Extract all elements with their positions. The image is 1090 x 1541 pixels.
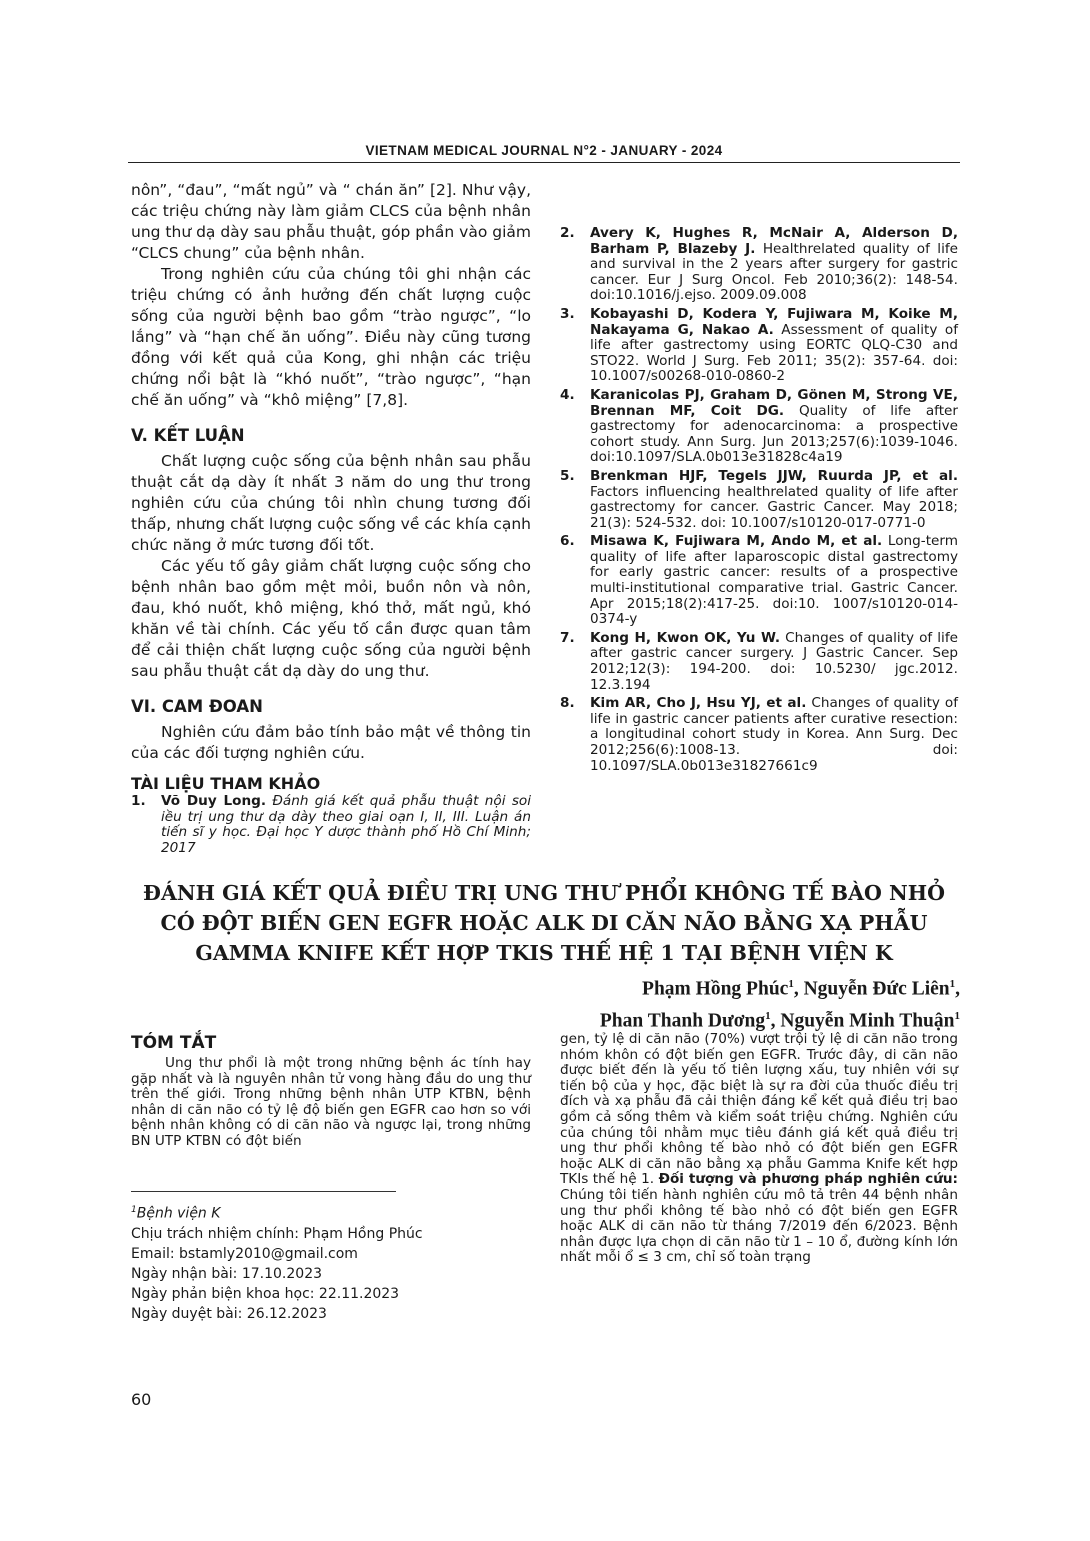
footnote-accepted: Ngày duyệt bài: 26.12.2023 — [131, 1305, 327, 1322]
abstract-left — [131, 1032, 531, 1150]
reference-overflow-space — [560, 180, 958, 226]
reference-authors: Misawa K, Fujiwara M, Ando M, et al. — [590, 533, 883, 550]
reference-authors: Brenkman HJF, Tegels JJW, Ruurda JP, et al. — [590, 467, 958, 484]
reference-item — [560, 631, 958, 693]
commitment-paragraph: Nghiên cứu đảm bảo tính bảo mật về thông tin của các đối tượng nghiên cứu. — [131, 723, 531, 762]
article-title-line: CÓ ĐỘT BIẾN GEN EGFR HOẶC ALK DI CĂN NÃO BẰNG XẠ PHẪU — [160, 911, 928, 935]
article-title — [128, 878, 960, 968]
reference-body — [590, 696, 958, 774]
reference-number: 7. — [560, 629, 575, 646]
authors-line: Phan Thanh Dương$^1$, Nguyễn Minh Thuận$^1$ — [599, 1009, 960, 1031]
reference-text: Long-term quality of life after laparoscopic distal gastrectomy for early gastric cancer: results of a prospective multi-institutional comparative trial. Gastric Cancer. Apr 2015;18(2):417-25. doi:10. 1007/s10120-014-0374-y — [590, 533, 958, 628]
affiliation-mark: 1 — [954, 1009, 960, 1022]
reference-item — [560, 226, 958, 304]
reference-body — [161, 794, 531, 856]
reference-body — [590, 226, 958, 304]
article-title-line: GAMMA KNIFE KẾT HỢP TKIS THẾ HỆ 1 TẠI BỆNH VIỆN K — [195, 941, 893, 965]
reference-text: Healthrelated quality of life and survival in the 2 years after surgery for gastric cancer. Eur J Surg Oncol. Feb 2010;36(2): 148-54. doi:10.1016/j.ejso. 2009.09.008 — [590, 240, 958, 304]
page-number: 60 — [131, 1390, 152, 1409]
reference-body — [590, 534, 958, 628]
affiliation-mark: 1 — [949, 978, 956, 990]
reference-number: 1. — [131, 793, 146, 809]
abstract-paragraph-continued — [560, 1032, 958, 1266]
right-column — [560, 180, 958, 777]
reference-authors: Karanicolas PJ, Graham D, Gönen M, Strong VE, Brennan MF, Coit DG. — [590, 386, 958, 419]
reference-number: 6. — [560, 533, 575, 550]
author-name: Phan Thanh Dương — [599, 1010, 766, 1031]
reference-text: Changes of quality of life in gastric cancer patients after curative resection: a longitudinal cohort study in Korea. Ann Surg. Dec 2012;256(6):1008-13. doi: 10.1097/SLA.0b013e31827661c9 — [590, 695, 959, 774]
reference-item — [560, 469, 958, 531]
abstract-paragraph: Ung thư phổi là một trong những bệnh ác tính hay gặp nhất và là nguyên nhân tử vong hàng đầu do ung thư trên thế giới. Trong những bệnh nhân UTP KTBN, bệnh nhân di căn não có tỷ lệ độ biến gen EGFR cao hơn so với bệnh nhân không có di căn não và ngược lại, trong những BN UTP KTBN có đột biến — [131, 1055, 531, 1149]
footnote-received: Ngày nhận bài: 17.10.2023 — [131, 1265, 323, 1282]
abstract-heading: TÓM TẮT — [131, 1033, 217, 1053]
reference-number: 2. — [560, 225, 575, 241]
reference-number: 5. — [560, 467, 575, 484]
reference-item — [560, 307, 958, 385]
footnote-affiliation-text: Bệnh viện K — [136, 1205, 221, 1222]
reference-text: Đánh giá kết quả phẫu thuật nội soi iều trị ung thư dạ dày theo giai oạn I, II, III. Luận án tiến sĩ y học. Đại học Y dược thành phố Hồ Chí Minh; 2017 — [161, 793, 531, 856]
reference-authors: Avery K, Hughes R, McNair A, Alderson D, Barham P, Blazeby J. — [590, 225, 958, 257]
conclusion-heading: V. KẾT LUẬN — [131, 426, 245, 445]
methods-text: Chúng tôi tiến hành nghiên cứu mô tả trên 44 bệnh nhân ung thư phổi không tế bào nhỏ có đột biến gen EGFR hoặc ALK di căn não từ tháng 7/2019 đến 6/2023. Bệnh nhân được lựa chọn di căn não từ 1 – 10 ổ, đường kính lớn nhất mỗi ổ ≤ 3 cm, chỉ số toàn trạng — [560, 1186, 958, 1266]
header-rule — [128, 162, 960, 163]
abstract-continued-text: gen, tỷ lệ di căn não (70%) vượt trội tỷ lệ di căn não trong nhóm khôn có đột biến gen EGFR. Trước đây, di căn não được biết đến là yếu tố tiên lượng xấu, tuy nhiên với sự tiến bộ của y học, đặc biệt là sự ra đời của thuốc điều trị đích và xạ phẫu đã cải thiện đáng kể kết quả điều trị bao gồm cả sống thêm và kiểm soát triệu chứng. Nghiên cứu của chúng tôi nhằm mục tiêu đánh giá kết quả điều trị ung thư phổi không tế bào nhỏ có đột biến gen EGFR hoặc ALK di căn não bằng xạ phẫu Gamma Knife kết hợp TKIs thế hệ 1. — [560, 1031, 958, 1188]
footnote-reviewed: Ngày phản biện khoa học: 22.11.2023 — [131, 1285, 400, 1302]
authors-line: Phạm Hồng Phúc$^1$, Nguyễn Đức Liên$^1$, — [642, 978, 960, 1000]
reference-authors: Võ Duy Long. — [161, 793, 267, 809]
reference-text: Changes of quality of life after gastric cancer surgery. J Gastric Cancer. Sep 2012;12(3): 194-200. doi: 10.5230/ jgc.2012. 12.3.194 — [590, 629, 958, 693]
footnotes — [131, 1200, 531, 1324]
journal-header: VIETNAM MEDICAL JOURNAL N°2 - JANUARY - 2024 — [365, 143, 723, 158]
reference-text: Quality of life after gastrectomy for adenocarcinoma: a prospective cohort study. Ann Surg. Jun 2013;257(6):1039-1046. doi:10.1097/SLA.0b013e31828c4a19 — [590, 402, 958, 466]
reference-body — [590, 469, 958, 531]
footnote-responsible: Chịu trách nhiệm chính: Phạm Hồng Phúc — [131, 1225, 423, 1242]
reference-body — [590, 631, 958, 693]
reference-body — [590, 388, 958, 466]
commitment-heading: VI. CAM ĐOAN — [131, 697, 263, 716]
reference-text: Assessment of quality of life after gastrectomy using EORTC QLQ-C30 and STO22. World J Surg. Feb 2011; 35(2): 357-64. doi: 10.1007/s00268-010-0860-2 — [590, 321, 958, 385]
reference-item — [560, 696, 958, 774]
references-heading: TÀI LIỆU THAM KHẢO — [131, 774, 321, 793]
footnote-rule — [131, 1191, 396, 1192]
reference-authors: Kobayashi D, Kodera Y, Fujiwara M, Koike M, Nakayama G, Nakao A. — [590, 305, 958, 338]
author-name: Nguyễn Minh Thuận — [780, 1010, 955, 1031]
affiliation-mark: 1 — [765, 1009, 771, 1022]
discussion-paragraph: Trong nghiên cứu của chúng tôi ghi nhận các triệu chứng có ảnh hưởng đến chất lượng cuộc sống của người bệnh bao gồm “trào ngược”, “lo lắng” và “hạn chế ăn uống”. Điều này cũng tương đồng với kết quả của Kong, ghi nhận các triệu chứng nổi bật là “khó nuốt”, “trào ngược”, “hạn chế ăn uống” và “khô miệng” [7,8]. — [131, 265, 531, 409]
reference-authors: Kim AR, Cho J, Hsu YJ, et al. — [590, 695, 807, 712]
article-authors — [600, 971, 960, 1034]
reference-authors: Kong H, Kwon OK, Yu W. — [590, 629, 781, 646]
reference-number: 8. — [560, 695, 575, 712]
conclusion-paragraph: Các yếu tố gây giảm chất lượng cuộc sống cho bệnh nhân bao gồm mệt mỏi, buồn nôn và nôn, đau, khó nuốt, khô miệng, khó thở, mất ngủ, khó khăn về tài chính. Các yếu tố cần được quan tâm để cải thiện chất lượng cuộc sống của người bệnh sau phẫu thuật cắt dạ dày do ung thư. — [131, 557, 531, 680]
affiliation-mark: 1 — [788, 978, 794, 990]
discussion-paragraph: nôn”, “đau”, “mất ngủ” và “ chán ăn” [2]. Như vậy, các triệu chứng này làm giảm CLCS của bệnh nhân ung thư dạ dày sau phẫu thuật, góp phần vào giảm “CLCS chung” của bệnh nhân. — [131, 181, 531, 262]
conclusion-paragraph: Chất lượng cuộc sống của bệnh nhân sau phẫu thuật cắt dạ dày ít nhất 3 năm do ung thư trong nghiên cứu của chúng tôi nhìn chung tương đối thấp, nhưng chất lượng cuộc sống về các khía cạnh chức năng ở mức tương đối tốt. — [131, 452, 531, 554]
footnote-email: Email: bstamly2010@gmail.com — [131, 1245, 358, 1262]
methods-label: Đối tượng và phương pháp nghiên cứu: — [658, 1171, 958, 1188]
reference-item — [560, 534, 958, 628]
author-name: Nguyễn Đức Liên — [803, 978, 950, 1000]
footnote-affiliation-mark: 1 — [131, 1205, 137, 1215]
reference-text: Factors influencing healthrelated quality of life after gastrectomy for cancer. Gastric Cancer. May 2018; 21(3): 524-532. doi: 10.1007/s10120-017-0771-0 — [590, 483, 958, 531]
reference-item — [560, 388, 958, 466]
reference-number: 4. — [560, 386, 575, 403]
abstract-right — [560, 1032, 958, 1266]
reference-body — [590, 307, 958, 385]
reference-item — [131, 794, 531, 856]
left-column — [131, 180, 531, 859]
footnote-affiliation — [131, 1200, 531, 1224]
article-title-line: ĐÁNH GIÁ KẾT QUẢ ĐIỀU TRỊ UNG THƯ PHỔI KHÔNG TẾ BÀO NHỎ — [143, 881, 945, 905]
reference-number: 3. — [560, 305, 575, 322]
author-name: Phạm Hồng Phúc — [642, 978, 789, 1000]
